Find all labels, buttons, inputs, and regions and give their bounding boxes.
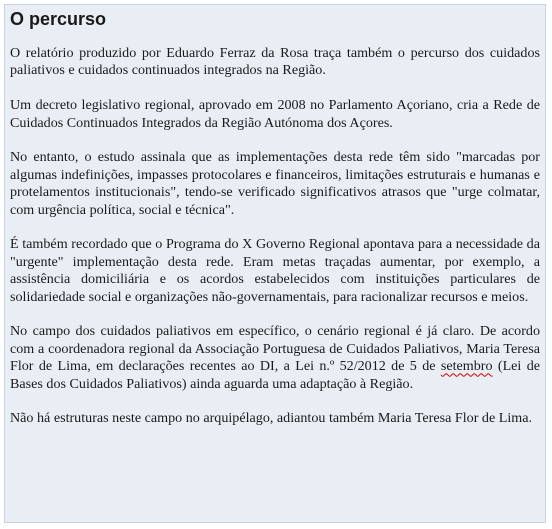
- paragraph-2: Um decreto legislativo regional, aprovado em 2008 no Parlamento Açoriano, cria a Rede de Cuidados Continuados Integrados da Região Autónoma dos Açores.: [10, 97, 540, 131]
- paragraph-5-text-start: No campo dos cuidados paliativos em específico, o cenário regional é já claro. De acordo com a coordenadora regional da Associação Portuguesa de Cuidados Paliativos, Maria Teresa Flor de Lima, em declarações recentes ao DI, a Lei n.º 52/2012 de 5 de: [10, 323, 540, 375]
- paragraph-5: [10, 323, 540, 393]
- paragraph-4: É também recordado que o Programa do X Governo Regional apontava para a necessidade da "urgente" implementação desta rede. Eram metas traçadas aumentar, por exemplo, a assistência domiciliária e os acordos estabelecidos com instituições particulares de solidariedade social e organizações não-governamentais, para racionalizar recursos e meios.: [10, 236, 540, 305]
- section-title: O percurso: [10, 9, 107, 29]
- paragraph-3: No entanto, o estudo assinala que as implementações desta rede têm sido "marcadas por algumas indefinições, impasses protocolares e financeiros, limitações estruturais e humanas e protelamentos institucionais", tendo-se verificado significativos atrasos que "urge colmatar, com urgência política, social e técnica".: [10, 149, 540, 218]
- spellcheck-flagged-word: setembro: [440, 358, 493, 375]
- paragraph-5-text-end: (Lei de Bases dos Cuidados Paliativos) ainda aguarda uma adaptação à Região.: [10, 358, 540, 392]
- article-box: [4, 4, 546, 523]
- paragraph-6: Não há estruturas neste campo no arquipélago, adiantou também Maria Teresa Flor de Lima.: [10, 410, 533, 427]
- paragraph-1: O relatório produzido por Eduardo Ferraz da Rosa traça também o percurso dos cuidados paliativos e cuidados continuados integrados na Região.: [10, 45, 540, 79]
